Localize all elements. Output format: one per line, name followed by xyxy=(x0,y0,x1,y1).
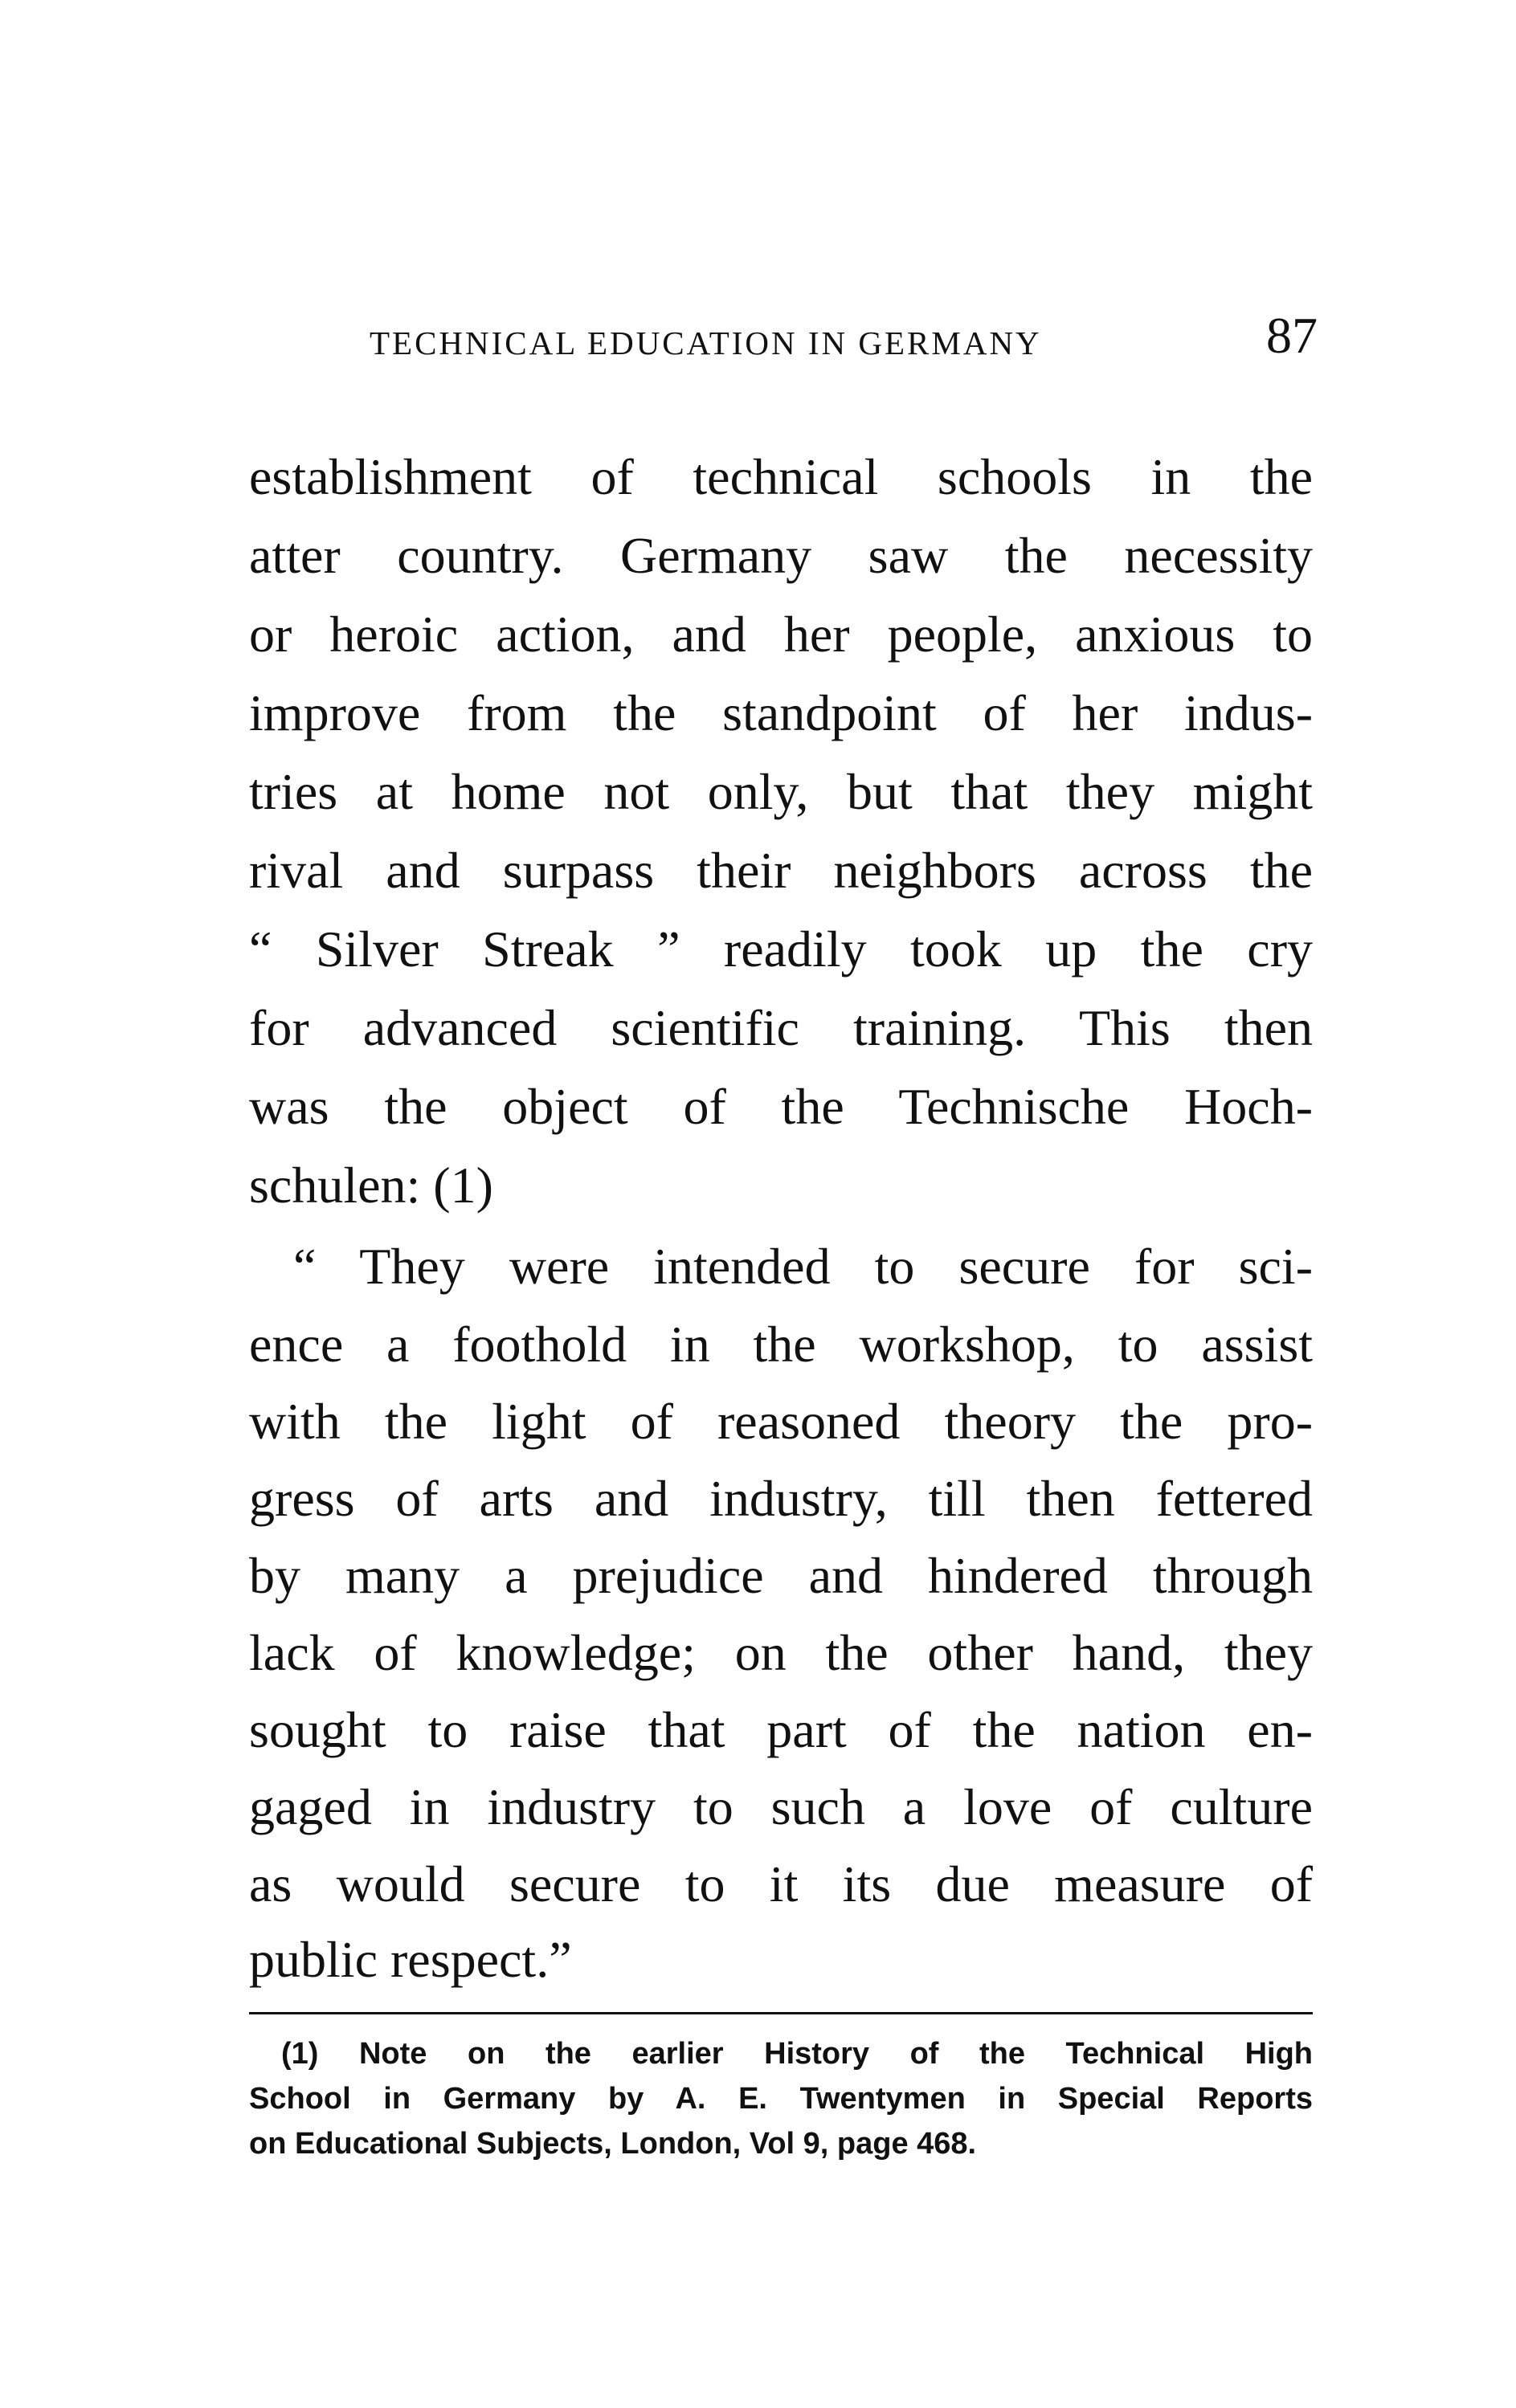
page-number: 87 xyxy=(1266,307,1318,364)
body-line: “ Silver Streak ” readily took up the cry xyxy=(249,920,1313,977)
quote-line: gaged in industry to such a love of culture xyxy=(249,1778,1313,1835)
body-line: or heroic action, and her people, anxious to xyxy=(249,606,1313,663)
body-line: schulen: (1) xyxy=(249,1157,493,1214)
quote-line: with the light of reasoned theory the pro- xyxy=(249,1393,1313,1450)
quote-line: sought to raise that part of the nation en- xyxy=(249,1701,1313,1758)
quote-line: public respect.” xyxy=(249,1931,572,1988)
running-header xyxy=(370,309,1326,365)
body-line: for advanced scientific training. This then xyxy=(249,999,1313,1056)
running-title: TECHNICAL EDUCATION IN GERMANY xyxy=(370,324,1042,361)
footnote-line: on Educational Subjects, London, Vol 9, page 468. xyxy=(249,2127,977,2161)
quote-line: by many a prejudice and hindered through xyxy=(249,1547,1313,1604)
body-line: improve from the standpoint of her indus- xyxy=(249,684,1313,741)
quote-line: as would secure to it its due measure of xyxy=(249,1855,1313,1912)
footnote-line: (1) Note on the earlier History of the Technical High xyxy=(281,2037,1313,2071)
body-line: tries at home not only, but that they might xyxy=(249,763,1313,820)
body-line: rival and surpass their neighbors across the xyxy=(249,842,1313,899)
body-line: atter country. Germany saw the necessity xyxy=(249,527,1313,584)
quote-line: lack of knowledge; on the other hand, they xyxy=(249,1624,1313,1681)
quote-line: “ They were intended to secure for sci- xyxy=(293,1238,1313,1295)
quote-line: ence a foothold in the workshop, to assist xyxy=(249,1316,1313,1373)
body-line: establishment of technical schools in the xyxy=(249,448,1313,505)
body-line: was the object of the Technische Hoch- xyxy=(249,1078,1313,1135)
footnote-line: School in Germany by A. E. Twentymen in Special Reports xyxy=(249,2082,1313,2116)
footnote-rule xyxy=(249,2012,1313,2014)
quote-line: gress of arts and industry, till then fettered xyxy=(249,1470,1313,1527)
